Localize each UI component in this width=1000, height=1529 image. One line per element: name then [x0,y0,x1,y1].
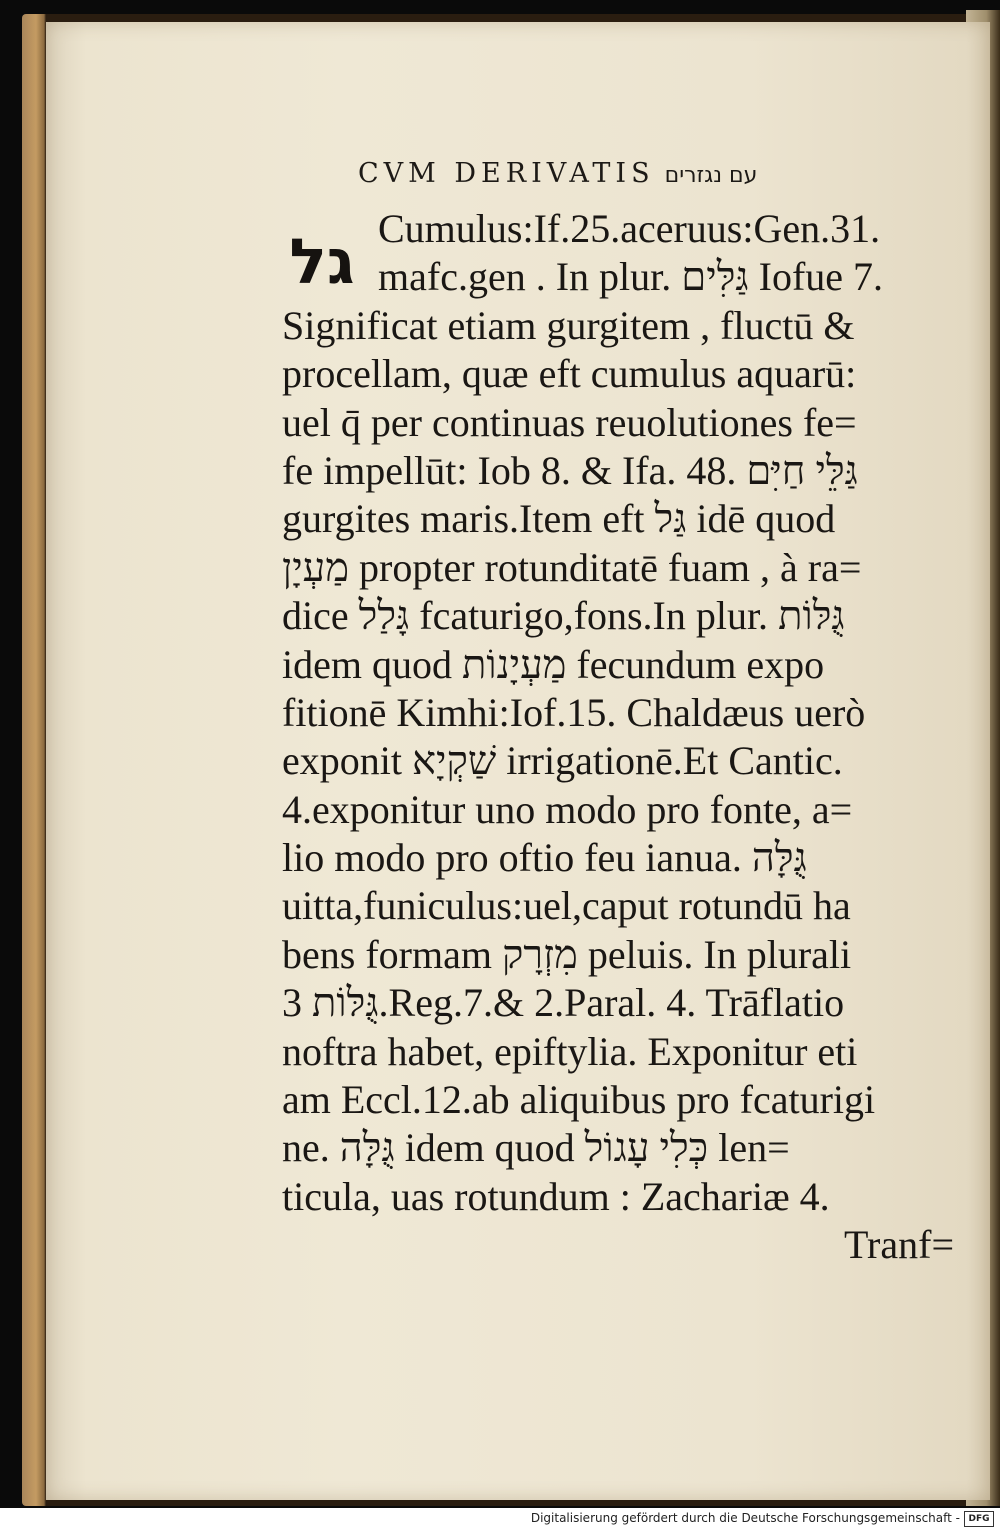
text-line: Tranf= [844,1222,954,1268]
text-line: lio modo pro oftio feu ianua. גֻּלָּה [282,835,807,881]
text-line: gurgites maris.Item eft גַּל idē quod [282,496,836,542]
text-line: mafc.gen . In plur. גַּלִּים Iofue 7. [378,254,884,300]
text-line: fitionē Kimhi:Iof.15. Chaldæus uerò [282,689,866,735]
dfg-logo: DFG [964,1511,994,1527]
text-line: Significat etiam gurgitem , fluctū & [282,302,855,348]
text-line: bens formam מִזְרָק peluis. In plurali [282,931,852,977]
text-line: מַעְיָן propter rotunditatē fuam , à ra= [282,544,862,590]
text-line: גֻּלּוֹת 3.Reg.7.& 2.Paral. 4. Trāflatio [282,980,845,1026]
drop-capital: גל [289,225,355,298]
text-line: ne. גֻּלָּה idem quod כְּלִי עָגוֹל len= [282,1125,790,1171]
digitization-footer [0,1508,1000,1529]
text-line: 4.exponitur uno modo pro fonte, a= [282,786,853,832]
text-line: Cumulus:If.25.aceruus:Gen.31. [378,206,881,251]
text-line: uel q̄ per continuas reuolutiones fe= [282,399,857,445]
text-line: idem quod מַעְיָנוֹת fecundum expo [282,641,825,687]
text-line: procellam, quæ eft cumulus aquarū: [282,351,857,397]
text-line: exponit שַׁקְיָא irrigationē.Et Cantic. [282,738,843,784]
text-line: noftra habet, epiftylia. Exponitur eti [282,1028,858,1074]
text-line: uitta,funiculus:uel,caput rotundū ha [282,883,851,929]
page-body-text [282,205,972,1270]
text-line: am Eccl.12.ab aliquibus pro fcaturigi [282,1077,876,1123]
funding-credit: Digitalisierung gefördert durch die Deutsche Forschungsgemeinschaft - [530,1511,960,1525]
running-head-latin: CVM DERIVATIS [358,158,655,189]
running-head-hebrew: עם נגזרים [664,163,758,188]
text-line: fe impellūt: Iob 8. & Ifa. 48. גַּלֵּי חַיִּם [282,447,858,493]
text-line: dice גָּלַל fcaturigo,fons.In plur. גֻּלּוֹת [282,593,845,639]
text-line: ticula, uas rotundum : Zachariæ 4. [282,1173,830,1219]
running-head [358,158,898,196]
